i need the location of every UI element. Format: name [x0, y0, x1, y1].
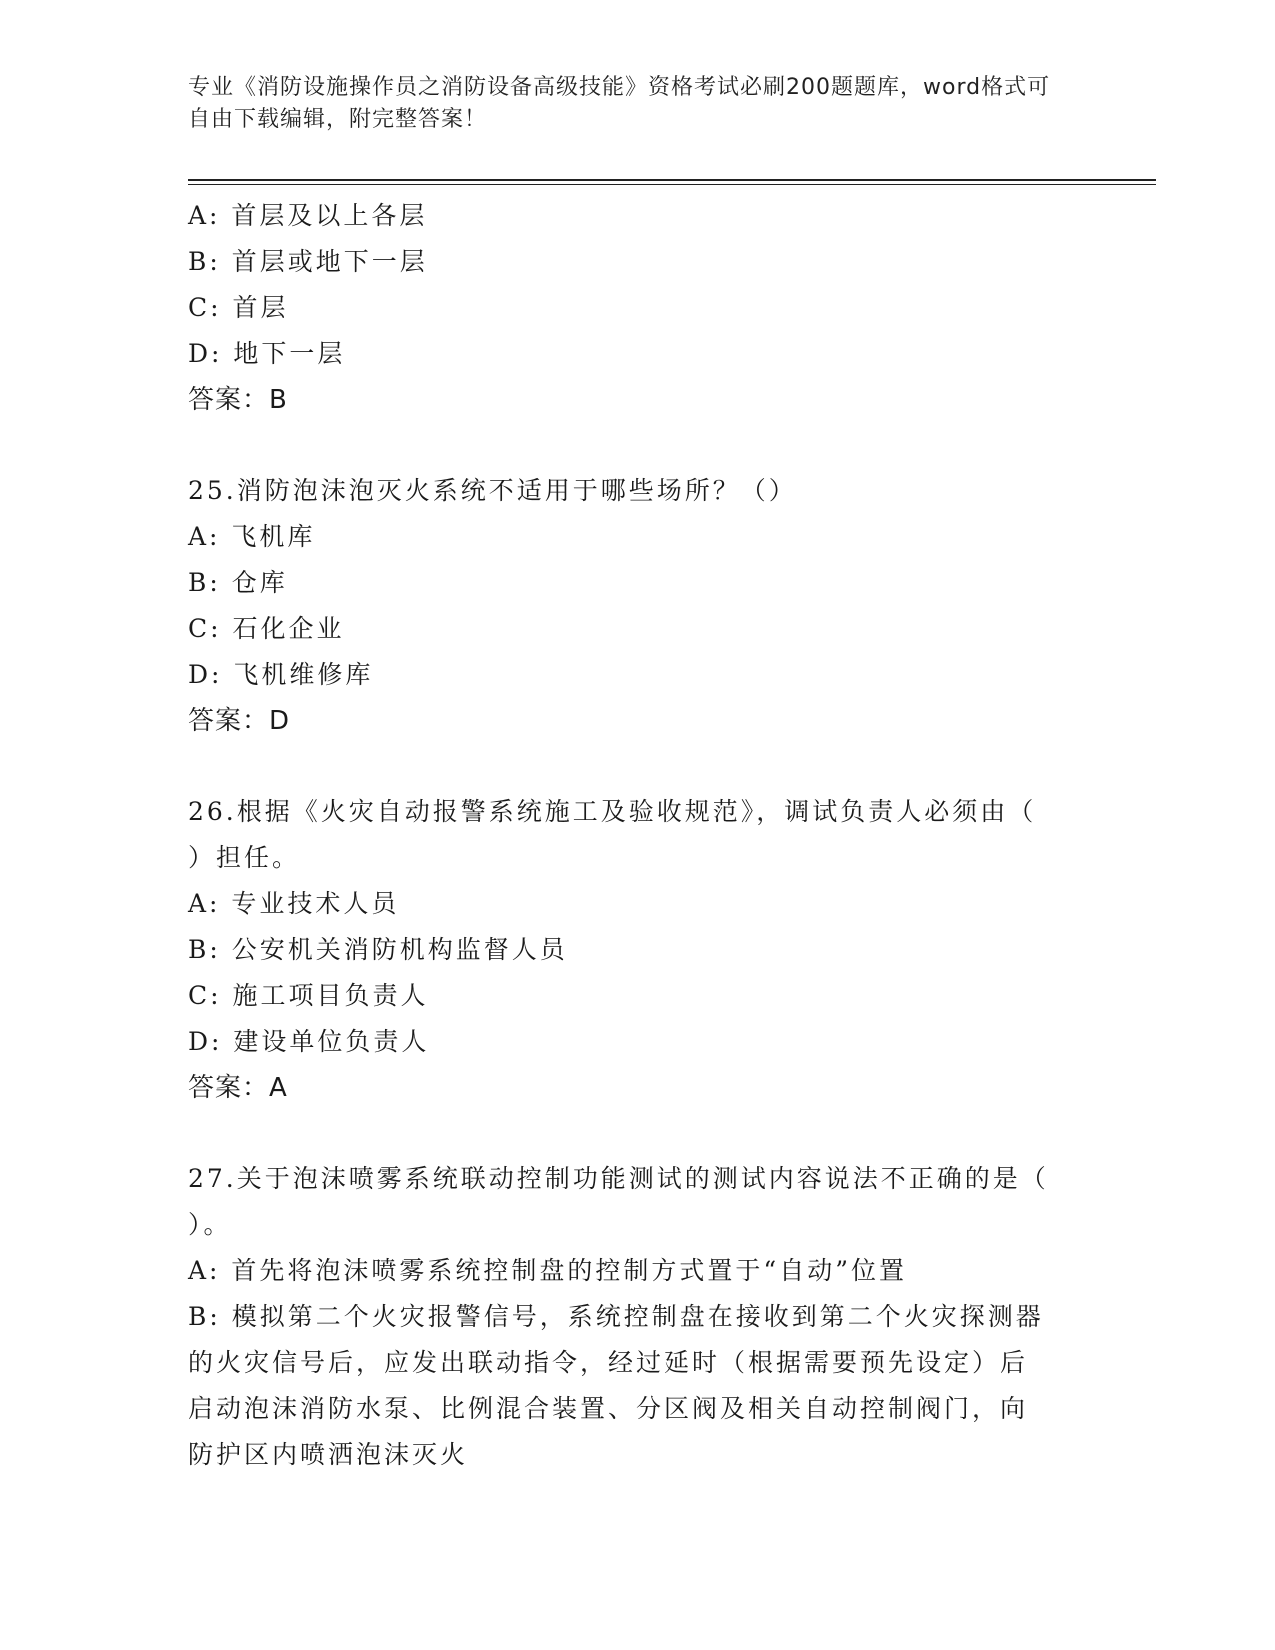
- option-a: A: 专业技术人员: [188, 889, 400, 918]
- option-c: C: 施工项目负责人: [188, 981, 429, 1010]
- question-stem-line2: ）担任。: [188, 843, 301, 872]
- answer-line: 答案：A: [188, 1073, 288, 1103]
- option-b: B: 公安机关消防机构监督人员: [188, 935, 568, 964]
- option-b-line4: 防护区内喷洒泡沫灭火: [188, 1440, 469, 1469]
- header-divider: [188, 179, 1156, 181]
- option-c: C: 石化企业: [188, 614, 345, 643]
- option-a: A: 首先将泡沫喷雾系统控制盘的控制方式置于“自动”位置: [188, 1256, 907, 1285]
- option-b-line3: 启动泡沫消防水泵、比例混合装置、分区阀及相关自动控制阀门，向: [188, 1394, 1029, 1423]
- question-25: [188, 468, 1088, 744]
- question-26: [188, 789, 1088, 1111]
- option-a: A: 飞机库: [188, 522, 316, 551]
- question-24-continued: [188, 193, 1088, 423]
- question-stem: 25.消防泡沫泡灭火系统不适用于哪些场所？（）: [188, 476, 797, 505]
- option-d: D: 地下一层: [188, 339, 346, 368]
- option-b: B: 首层或地下一层: [188, 247, 428, 276]
- question-stem-line1: 26.根据《火灾自动报警系统施工及验收规范》，调试负责人必须由（: [188, 797, 1037, 826]
- header-text: 专业《消防设施操作员之消防设备高级技能》资格考试必刷200题题库，word格式可自由下载编辑，附完整答案！: [188, 75, 1051, 132]
- question-stem-line1: 27.关于泡沫喷雾系统联动控制功能测试的测试内容说法不正确的是（: [188, 1164, 1049, 1193]
- header-divider-thin: [188, 184, 1156, 185]
- answer-line: 答案：D: [188, 706, 291, 736]
- option-b: B: 仓库: [188, 568, 288, 597]
- document-header: [188, 72, 1068, 136]
- question-27: [188, 1156, 1088, 1478]
- option-b-line2: 的火灾信号后，应发出联动指令，经过延时（根据需要预先设定）后: [188, 1348, 1029, 1377]
- option-b-line1: B: 模拟第二个火灾报警信号，系统控制盘在接收到第二个火灾探测器: [188, 1302, 1044, 1331]
- option-d: D: 建设单位负责人: [188, 1027, 430, 1056]
- question-list: [188, 193, 1088, 1478]
- option-c: C: 首层: [188, 293, 289, 322]
- answer-line: 答案：B: [188, 385, 288, 415]
- option-d: D: 飞机维修库: [188, 660, 374, 689]
- option-a: A: 首层及以上各层: [188, 201, 428, 230]
- question-stem-line2: ）。: [188, 1210, 232, 1239]
